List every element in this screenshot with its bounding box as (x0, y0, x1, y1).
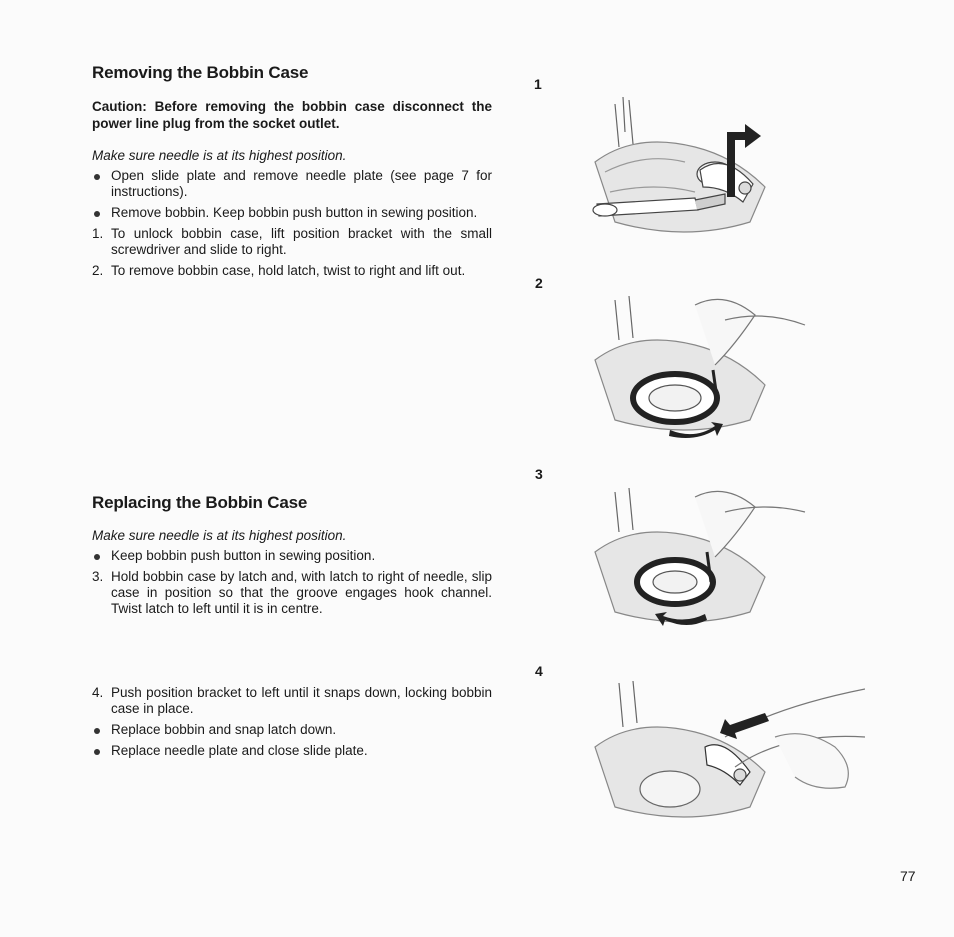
figure-3-illustration (575, 482, 865, 652)
page-number: 77 (900, 868, 916, 884)
list-item (92, 263, 492, 279)
step-number: 4. (92, 685, 104, 700)
figure-2-illustration (575, 290, 865, 460)
list-item-text: Replace needle plate and close slide plate. (111, 743, 368, 758)
bullet-icon (94, 749, 100, 755)
list-item-text: Keep bobbin push button in sewing position. (111, 548, 376, 563)
list-item-text: Replace bobbin and snap latch down. (111, 722, 337, 737)
bullet-icon (94, 211, 100, 217)
list-item (92, 685, 492, 717)
figure-1-illustration (575, 92, 865, 262)
figure-number-4: 4 (535, 663, 543, 679)
section-title-replacing: Replacing the Bobbin Case (92, 493, 308, 512)
step-number: 2. (92, 263, 104, 278)
list-item (92, 722, 492, 738)
list-item-text: Remove bobbin. Keep bobbin push button in sewing position. (111, 205, 478, 220)
removing-section (92, 63, 492, 284)
list-item-text: Hold bobbin case by latch and, with latch to right of needle, slip case in position so that the groove engages hook channel. Twist latch to left until it is in centre. (111, 569, 492, 616)
list-item (92, 743, 492, 759)
list-item (92, 569, 492, 617)
figure-number-1: 1 (534, 76, 542, 92)
bullet-icon (94, 728, 100, 734)
list-item-text: Open slide plate and remove needle plate (see page 7 for instructions). (111, 168, 492, 199)
figure-number-3: 3 (535, 466, 543, 482)
list-item (92, 226, 492, 258)
replacing-steps-continued (92, 685, 492, 764)
bullet-icon (94, 554, 100, 560)
step-number: 3. (92, 569, 104, 584)
bullet-icon (94, 174, 100, 180)
removing-steps (92, 168, 492, 279)
needle-position-note: Make sure needle is at its highest position. (92, 528, 347, 543)
step-number: 1. (92, 226, 104, 241)
caution-text: Caution: Before removing the bobbin case disconnect the power line plug from the socket outlet. (92, 99, 492, 131)
replacing-steps (92, 548, 492, 617)
list-item-text: To remove bobbin case, hold latch, twist to right and lift out. (111, 263, 466, 278)
needle-position-note: Make sure needle is at its highest position. (92, 148, 347, 163)
list-item-text: To unlock bobbin case, lift position bracket with the small screwdriver and slide to right. (111, 226, 492, 257)
figure-4-illustration (575, 677, 865, 847)
list-item-text: Push position bracket to left until it snaps down, locking bobbin case in place. (111, 685, 492, 716)
list-item (92, 205, 492, 221)
section-title-removing: Removing the Bobbin Case (92, 63, 309, 82)
figure-number-2: 2 (535, 275, 543, 291)
list-item (92, 168, 492, 200)
list-item (92, 548, 492, 564)
replacing-section (92, 493, 492, 622)
